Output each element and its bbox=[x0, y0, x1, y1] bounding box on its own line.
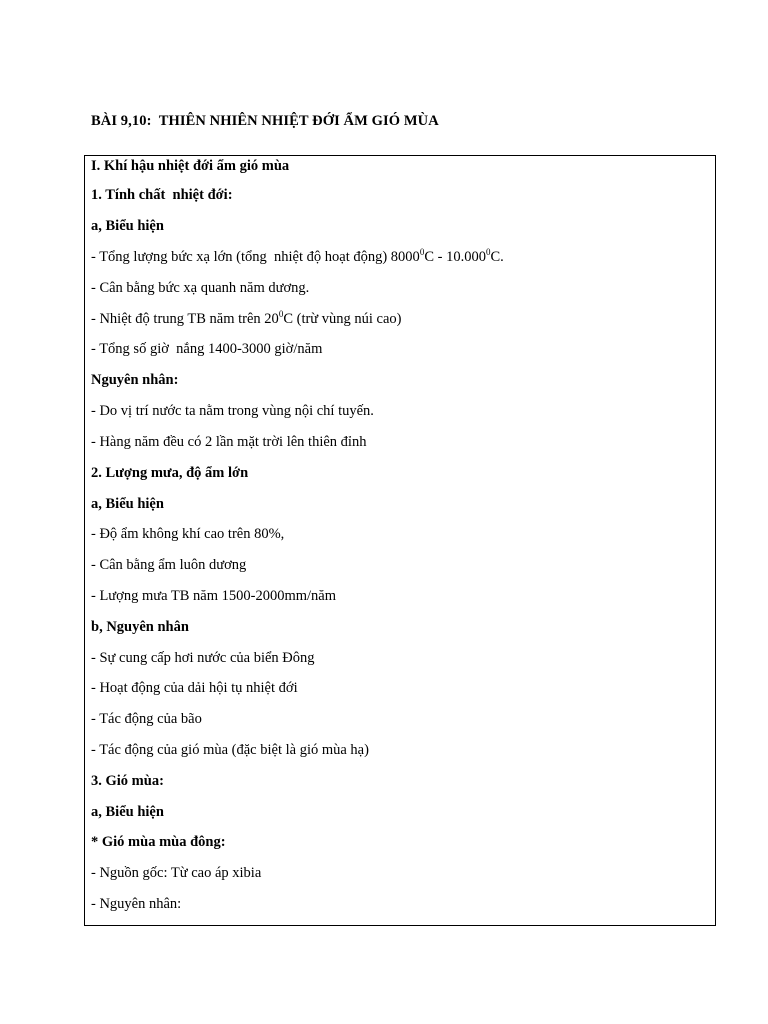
text-line: - Tác động của bão bbox=[91, 711, 202, 727]
text-line: - Do vị trí nước ta nằm trong vùng nội chí tuyến. bbox=[91, 403, 374, 419]
text-line: - Cân bằng bức xạ quanh năm dương. bbox=[91, 280, 310, 296]
text-fragment: C (trừ vùng núi cao) bbox=[283, 311, 402, 327]
sub-heading: a, Biểu hiện bbox=[91, 496, 164, 512]
text-line: - Cân bằng ẩm luôn dương bbox=[91, 557, 247, 573]
text-line: - Hàng năm đều có 2 lần mặt trời lên thiên đỉnh bbox=[91, 434, 367, 450]
superscript: 0 bbox=[278, 309, 284, 319]
text-line: - Hoạt động của dải hội tụ nhiệt đới bbox=[91, 680, 298, 696]
text-fragment: C - 10.000 bbox=[424, 249, 486, 265]
text-line: - Nguồn gốc: Từ cao áp xibia bbox=[91, 865, 262, 881]
superscript: 0 bbox=[485, 247, 491, 257]
text-line: - Lượng mưa TB năm 1500-2000mm/năm bbox=[91, 588, 337, 604]
subsection-heading: 2. Lượng mưa, độ ẩm lớn bbox=[91, 465, 249, 481]
text-line: - Tổng số giờ nắng 1400-3000 giờ/năm bbox=[91, 341, 323, 357]
sub-heading: Nguyên nhân: bbox=[91, 372, 179, 388]
text-line: - Nguyên nhân: bbox=[91, 896, 182, 912]
page-title: BÀI 9,10: THIÊN NHIÊN NHIỆT ĐỚI ẨM GIÓ MÙA bbox=[91, 113, 439, 129]
text-line: - Độ ẩm không khí cao trên 80%, bbox=[91, 526, 285, 542]
subsection-heading: 3. Gió mùa: bbox=[91, 773, 164, 789]
text-line: - Sự cung cấp hơi nước của biển Đông bbox=[91, 650, 315, 666]
superscript: 0 bbox=[419, 247, 425, 257]
text-fragment: - Tổng lượng bức xạ lớn (tổng nhiệt độ hoạt động) 8000 bbox=[91, 249, 420, 265]
sub-heading: a, Biểu hiện bbox=[91, 804, 164, 820]
text-line bbox=[91, 247, 504, 267]
text-fragment: - Nhiệt độ trung TB năm trên 20 bbox=[91, 311, 279, 327]
sub-heading: a, Biểu hiện bbox=[91, 218, 164, 234]
content-box bbox=[84, 155, 716, 926]
text-line: - Tác động của gió mùa (đặc biệt là gió mùa hạ) bbox=[91, 742, 369, 758]
text-fragment: C. bbox=[490, 249, 504, 265]
section-heading: I. Khí hậu nhiệt đới ẩm gió mùa bbox=[91, 158, 290, 174]
text-line bbox=[91, 309, 402, 329]
sub-heading: * Gió mùa mùa đông: bbox=[91, 834, 226, 850]
sub-heading: b, Nguyên nhân bbox=[91, 619, 189, 635]
subsection-heading: 1. Tính chất nhiệt đới: bbox=[91, 187, 233, 203]
